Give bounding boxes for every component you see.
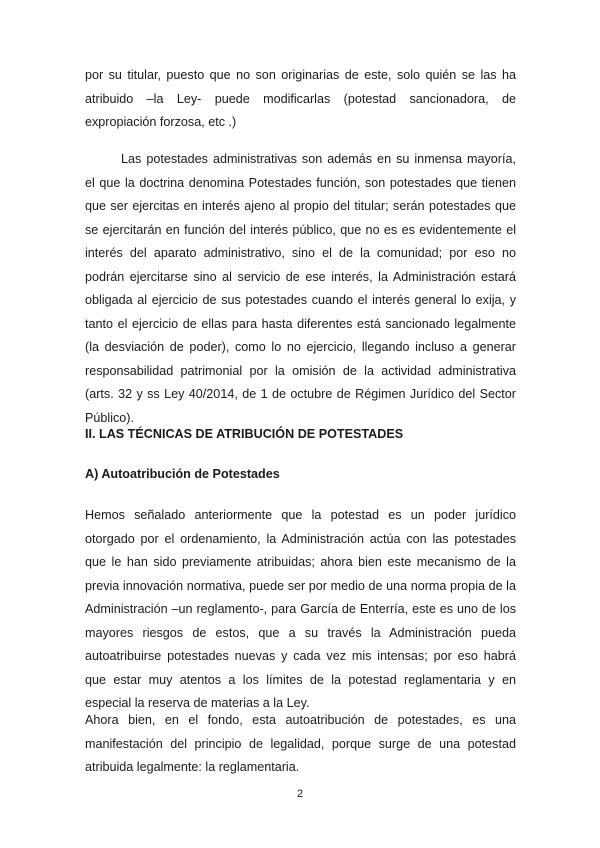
paragraph-potestades-funcion: Las potestades administrativas son además en su inmensa mayoría, el que la doctrina denomina Potestades función, son potestades que tienen que ser ejercitas en interés ajeno al propio del titular; serán potestades que se ejercitarán en función del interés público, que no es es evidentemente el interés del aparato administrativo, sino el de la comunidad; por eso no podrán ejercitarse sino al servicio de ese interés, la Administración estará obligada al ejercicio de sus potestades cuando el interés general lo exija, y tanto el ejercicio de ellas para hasta diferentes está sancionado legalmente (la desviación de poder), como lo no ejercicio, llegando incluso a generar responsabilidad patrimonial por la omisión de la actividad administrativa (arts. 32 y ss Ley 40/2014, de 1 de octubre de Régimen Jurídico del Sector Público). xyxy=(85,152,516,425)
paragraph-continuation: por su titular, puesto que no son originarias de este, solo quién se las ha atribuido –la Ley- puede modificarlas (potestad sancionadora, de expropiación forzosa, etc .) xyxy=(85,68,516,129)
section-heading: II. LAS TÉCNICAS DE ATRIBUCIÓN DE POTESTADES xyxy=(85,427,404,441)
page-number: 2 xyxy=(296,788,304,800)
subsection-heading: A) Autoatribución de Potestades xyxy=(85,467,280,481)
paragraph-principio-legalidad: Ahora bien, en el fondo, esta autoatribución de potestades, es una manifestación del principio de legalidad, porque surge de una potestad atribuida legalmente: la reglamentaria. xyxy=(85,713,516,774)
paragraph-autoatribucion: Hemos señalado anteriormente que la potestad es un poder jurídico otorgado por el ordenamiento, la Administración actúa con las potestades que le han sido previamente atribuidas; ahora bien este mecanismo de la previa innovación normativa, puede ser por medio de una norma propia de la Administración –un reglamento-, para García de Enterría, este es uno de los mayores riesgos de estos, que a su través la Administración pueda autoatribuirse potestades nuevas y cada vez mis intensas; por eso habrá que estar muy atentos a los límites de la potestad reglamentaria y en especial la reserva de materias a la Ley. xyxy=(85,508,516,710)
